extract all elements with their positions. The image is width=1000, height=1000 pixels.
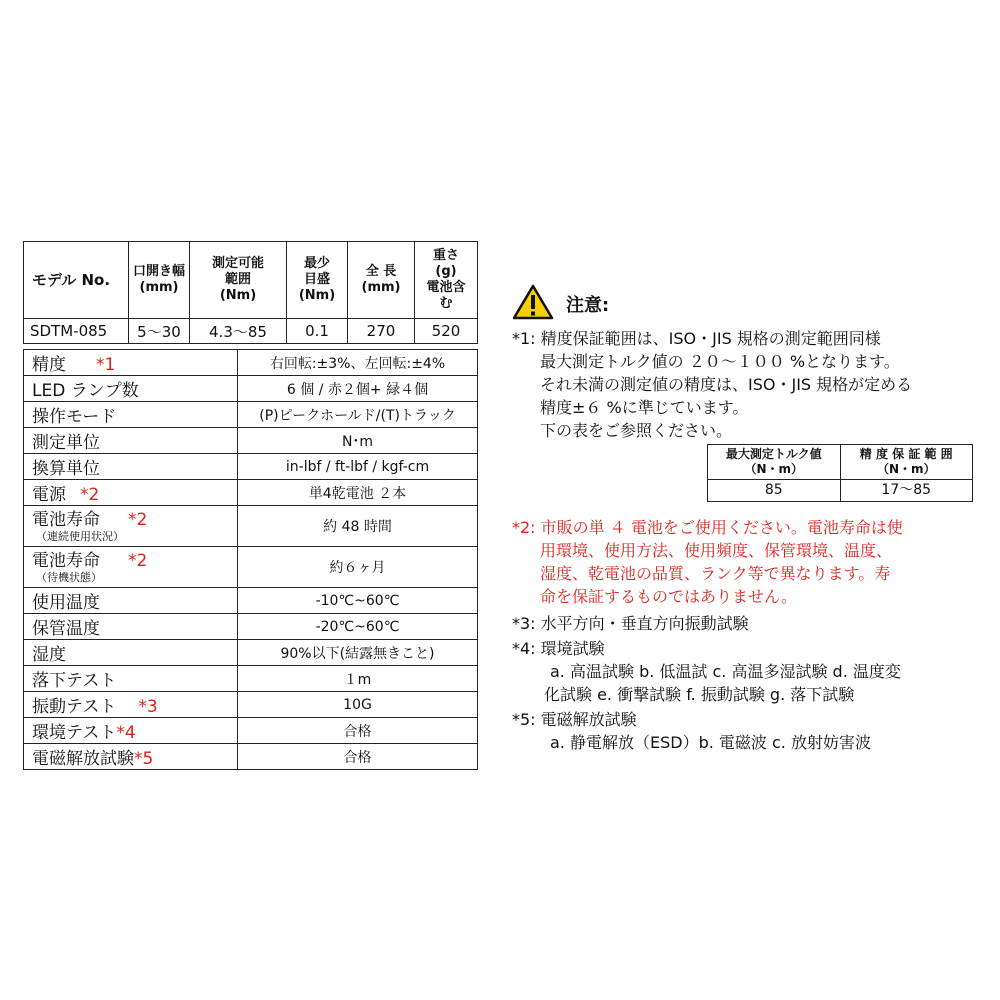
spec-row-unit bbox=[24, 428, 478, 454]
cell-model-no: SDTM-085 bbox=[24, 319, 129, 344]
spec-value: １m bbox=[238, 666, 478, 692]
spec-value: -20℃~60℃ bbox=[238, 614, 478, 640]
model-table-header-row bbox=[24, 242, 478, 319]
spec-value: 90%以下(結露無きこと) bbox=[238, 640, 478, 666]
model-table bbox=[23, 241, 478, 344]
spec-label: 振動テスト bbox=[32, 697, 117, 717]
note-line: *1: 精度保証範囲は、ISO・JIS 規格の測定範囲同様 bbox=[512, 329, 881, 348]
accuracy-table-row bbox=[708, 480, 973, 502]
spec-value: 約６ヶ月 bbox=[238, 547, 478, 588]
note-line: 湿度、乾電池の品質、ランク等で異なります。寿 bbox=[540, 564, 891, 583]
spec-value: N･m bbox=[238, 428, 478, 454]
spec-label: 換算単位 bbox=[24, 454, 238, 480]
spec-value: 右回転:±3%、左回転:±4% bbox=[238, 350, 478, 376]
caution-header bbox=[512, 283, 982, 327]
note-line: 精度±６ %に準じています。 bbox=[540, 398, 749, 417]
spec-row-humidity bbox=[24, 640, 478, 666]
cell-accuracy-range: 17〜85 bbox=[840, 480, 973, 502]
spec-row-power bbox=[24, 480, 478, 506]
note-line: 最大測定トルク値の ２０〜１００ %となります。 bbox=[540, 352, 900, 371]
spec-table bbox=[23, 349, 478, 770]
spec-label: 精度 bbox=[32, 355, 66, 375]
note-5 bbox=[512, 708, 982, 754]
footnote-mark: *2 bbox=[128, 550, 148, 571]
note-line: *2: 市販の単 ４ 電池をご使用ください。電池寿命は使 bbox=[512, 518, 903, 537]
cell-length: 270 bbox=[348, 319, 415, 344]
spec-value: -10℃~60℃ bbox=[238, 588, 478, 614]
footnote-mark: *4 bbox=[116, 723, 136, 743]
note-line: 化試験 e. 衝撃試験 f. 振動試験 g. 落下試験 bbox=[544, 685, 855, 704]
spec-row-vibration-test bbox=[24, 692, 478, 718]
warning-triangle-icon bbox=[512, 284, 554, 326]
note-line: a. 静電解放（ESD）b. 電磁波 c. 放射妨害波 bbox=[550, 733, 871, 752]
spec-row-drop-test bbox=[24, 666, 478, 692]
header-min-scale: 最少 目盛 (Nm) bbox=[287, 242, 348, 319]
footnote-mark: *2 bbox=[80, 485, 100, 505]
model-table-row bbox=[24, 319, 478, 344]
note-1 bbox=[512, 327, 982, 442]
spec-value: in-lbf / ft-lbf / kgf-cm bbox=[238, 454, 478, 480]
spec-sublabel: （待機状態） bbox=[36, 570, 102, 584]
note-line: 命を保証するものではありません。 bbox=[540, 587, 797, 606]
cell-weight: 520 bbox=[415, 319, 478, 344]
spec-label: 落下テスト bbox=[24, 666, 238, 692]
note-title: *4: 環境試験 bbox=[512, 639, 605, 658]
header-weight: 重さ (g) 電池含 む bbox=[415, 242, 478, 319]
spec-row-battery-continuous bbox=[24, 506, 478, 547]
accuracy-table-header-row bbox=[708, 445, 973, 480]
note-title: *5: 電磁解放試験 bbox=[512, 710, 637, 729]
header-accuracy-range: 精 度 保 証 範 囲 （N・m） bbox=[840, 445, 973, 480]
accuracy-table bbox=[707, 444, 973, 502]
spec-value: 6 個 / 赤２個+ 緑４個 bbox=[238, 376, 478, 402]
spec-row-mode bbox=[24, 402, 478, 428]
note-line: 下の表をご参照ください。 bbox=[540, 421, 733, 440]
footnote-mark: *1 bbox=[96, 355, 116, 375]
cell-jaw-width: 5〜30 bbox=[129, 319, 190, 344]
spec-value: 約 48 時間 bbox=[238, 506, 478, 547]
header-length: 全 長 (mm) bbox=[348, 242, 415, 319]
spec-label: 環境テスト bbox=[32, 723, 117, 743]
note-line: a. 高温試験 b. 低温試 c. 高温多湿試験 d. 温度変 bbox=[550, 662, 901, 681]
spec-label: 電磁解放試験 bbox=[32, 749, 134, 769]
spec-label: 測定単位 bbox=[24, 428, 238, 454]
spec-row-operating-temp bbox=[24, 588, 478, 614]
spec-row-environment-test bbox=[24, 718, 478, 744]
spec-label: 操作モード bbox=[24, 402, 238, 428]
spec-label: 使用温度 bbox=[24, 588, 238, 614]
note-line: それ未満の測定値の精度は、ISO・JIS 規格が定める bbox=[540, 375, 913, 394]
footnote-mark: *5 bbox=[134, 749, 154, 769]
spec-row-storage-temp bbox=[24, 614, 478, 640]
spec-label: 湿度 bbox=[24, 640, 238, 666]
cell-max-torque: 85 bbox=[708, 480, 841, 502]
caution-title: 注意: bbox=[566, 294, 610, 316]
spec-label: 電池寿命 bbox=[32, 550, 100, 571]
note-3: *3: 水平方向・垂直方向振動試験 bbox=[512, 614, 749, 633]
spec-value: (P)ピークホールド/(T)トラック bbox=[238, 402, 478, 428]
spec-sublabel: （連続使用状況） bbox=[36, 529, 124, 543]
note-4 bbox=[512, 637, 982, 706]
notes-section bbox=[512, 283, 982, 754]
header-measure-range: 測定可能 範囲 (Nm) bbox=[190, 242, 287, 319]
spec-row-conversion bbox=[24, 454, 478, 480]
spec-value: 10G bbox=[238, 692, 478, 718]
spec-row-led bbox=[24, 376, 478, 402]
footnote-mark: *2 bbox=[128, 509, 148, 530]
spec-value: 単4乾電池 ２本 bbox=[238, 480, 478, 506]
spec-row-em-test bbox=[24, 744, 478, 770]
footnote-mark: *3 bbox=[138, 697, 158, 717]
header-max-torque: 最大測定トルク値 （N・m） bbox=[708, 445, 841, 480]
cell-min-scale: 0.1 bbox=[287, 319, 348, 344]
note-2 bbox=[512, 516, 982, 608]
header-jaw-width: 口開き幅 (mm) bbox=[129, 242, 190, 319]
cell-measure-range: 4.3〜85 bbox=[190, 319, 287, 344]
spec-label: LED ランプ数 bbox=[24, 376, 238, 402]
spec-row-accuracy bbox=[24, 350, 478, 376]
spec-label: 電池寿命 bbox=[32, 509, 100, 530]
spec-value: 合格 bbox=[238, 718, 478, 744]
header-model-no: モデル No. bbox=[24, 242, 129, 319]
spec-label: 保管温度 bbox=[24, 614, 238, 640]
note-line: 用環境、使用方法、使用頻度、保管環境、温度、 bbox=[540, 541, 893, 560]
spec-label: 電源 bbox=[32, 485, 66, 505]
spec-value: 合格 bbox=[238, 744, 478, 770]
spec-row-battery-standby bbox=[24, 547, 478, 588]
